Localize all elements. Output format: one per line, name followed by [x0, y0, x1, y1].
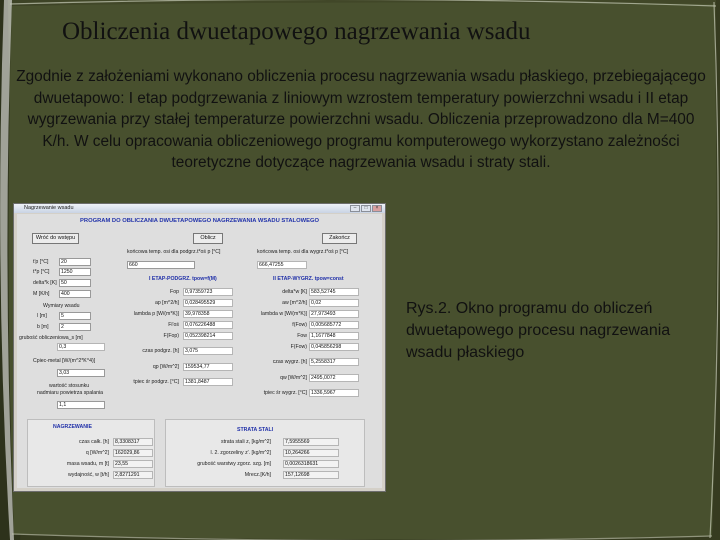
stage1-row-label: qp [W/m^2]	[152, 364, 179, 370]
cpiec-input[interactable]: 3,03	[57, 369, 105, 377]
ratio-label-2: nadmiaru powietrza spalania	[37, 390, 104, 396]
heating-row-value: 162029,86	[113, 449, 153, 457]
cpiec-label: Cpiec-metal [W/(m^2*K^4)]	[33, 358, 96, 364]
end-temp-soaking-value: 666,47255	[257, 261, 307, 269]
stage1-row-label: czas podgrz. [h]	[142, 348, 179, 354]
losses-header: STRATA STALI	[237, 427, 274, 433]
stage1-row-value: 3,075	[183, 347, 233, 355]
length-label: l [m]	[37, 313, 47, 319]
stage2-row-label: tpiec śr wygrz. [°C]	[263, 390, 307, 396]
heating-row-label: masa wsadu, m [t]	[66, 461, 109, 467]
dimensions-label: Wymiary wsadu	[43, 303, 80, 309]
thickness-label: grubość obliczeniowa_s [m]	[19, 335, 83, 341]
length-input[interactable]: 5	[59, 312, 91, 320]
close-program-button[interactable]: Zakończ	[322, 233, 357, 244]
input-field[interactable]: 20	[59, 258, 91, 266]
stage2-row-value: 1336,5967	[309, 389, 359, 397]
width-label: b [m]	[37, 324, 49, 330]
stage1-header: I ETAP-PODGRZ. tpow=f(M)	[149, 276, 217, 282]
losses-row-value: 7,5955569	[283, 438, 339, 446]
window-title: Nagrzewanie wsadu	[24, 205, 74, 211]
heating-row-label: q [W/m^2]	[85, 450, 109, 456]
end-temp-heating-label: końcowa temp. osi dla podgrz.t*oś p [°C]	[127, 249, 221, 255]
stage1-row-label: Fop	[170, 289, 179, 295]
stage1-row-value: 39,978358	[183, 310, 233, 318]
stage1-row-label: tpiec śr podgrz. [°C]	[133, 379, 179, 385]
heating-row-value: 2,8271291	[113, 471, 153, 479]
stage1-row-label: lambda p [W/(m*K)]	[133, 311, 179, 317]
program-title: PROGRAM DO OBLICZANIA DWUETAPOWEGO NAGRZEWANIA WSADU STALOWEGO	[80, 218, 319, 224]
ratio-label: wartość stosunku	[49, 383, 90, 389]
window-content	[17, 214, 382, 488]
stage2-row-value: 1,1677848	[309, 332, 359, 340]
losses-row-label: grubość warstwy zgorz. szg. [m]	[197, 461, 271, 467]
stage2-row-value: 27,973493	[309, 310, 359, 318]
calculate-button[interactable]: Oblicz	[193, 233, 223, 244]
stage1-row-value: 0,97359723	[183, 288, 233, 296]
stage2-row-label: aw [m^2/h]	[282, 300, 307, 306]
input-label: t'p [°C]	[33, 259, 49, 265]
thickness-value: 0,3	[57, 343, 105, 351]
stage2-row-label: czas wygrz. [h]	[272, 359, 307, 365]
losses-row-label: Mrecz.[K/h]	[244, 472, 271, 478]
end-temp-heating-input[interactable]: 660	[127, 261, 195, 269]
losses-row-value: 0,0026318631	[283, 460, 339, 468]
losses-row-label: l. 2. zgorzeliny z'. [kg/m^2]	[210, 450, 271, 456]
close-icon[interactable]: ×	[372, 205, 382, 212]
window-titlebar[interactable]	[14, 204, 385, 213]
heating-row-value: 8,3308317	[113, 438, 153, 446]
stage1-row-value: 159534,77	[183, 363, 233, 371]
stage2-row-label: Fow	[297, 333, 307, 339]
stage2-row-label: delta*w [K]	[282, 289, 307, 295]
stage1-row-label: ap [m^2/h]	[154, 300, 179, 306]
end-temp-soaking-label: końcowa temp. osi dla wygrz.t*oś p [°C]	[257, 249, 349, 255]
heating-row-label: czas całk. [h]	[79, 439, 109, 445]
stage2-row-value: 0,005685772	[309, 321, 359, 329]
stage2-row-label: qw [W/m^2]	[280, 375, 307, 381]
width-input[interactable]: 2	[59, 323, 91, 331]
stage2-header: II ETAP-WYGRZ. tpow=const	[273, 276, 344, 282]
heating-header: NAGRZEWANIE	[53, 424, 92, 430]
stage1-row-label: Fi'oś	[168, 322, 179, 328]
input-field[interactable]: 1250	[59, 268, 91, 276]
input-field[interactable]: 400	[59, 290, 91, 298]
stage2-row-value: 0,045856298	[309, 343, 359, 351]
stage1-row-value: 0,028495529	[183, 299, 233, 307]
stage1-row-value: 1381,8487	[183, 378, 233, 386]
air-ratio-input[interactable]: 1,1	[57, 401, 105, 409]
stage2-row-value: 5,2558317	[309, 358, 359, 366]
stage1-row-label: F(Fop)	[163, 333, 179, 339]
stage1-row-value: 0,052398214	[183, 332, 233, 340]
input-label: t*p [°C]	[33, 269, 50, 275]
input-field[interactable]: 50	[59, 279, 91, 287]
losses-row-value: 157,12698	[283, 471, 339, 479]
stage2-row-value: 583,52745	[309, 288, 359, 296]
heating-row-value: 23,55	[113, 460, 153, 468]
slide-title: Obliczenia dwuetapowego nagrzewania wsadu	[62, 18, 531, 45]
stage2-row-label: F(Fow)	[290, 344, 307, 350]
figure-caption: Rys.2. Okno programu do obliczeń dwuetapowego procesu nagrzewania wsadu płaskiego	[406, 300, 671, 361]
losses-row-label: strata stali z, [kg/m^2]	[220, 439, 271, 445]
stage2-row-value: 2495,0072	[309, 374, 359, 382]
stage2-row-label: lambda w [W/(m*K)]	[260, 311, 307, 317]
program-window	[13, 203, 386, 492]
heating-row-label: wydajność, w [t/h]	[68, 472, 109, 478]
back-button[interactable]: Wróć do wstępu	[32, 233, 79, 244]
stage2-row-label: f(Fow)	[292, 322, 307, 328]
input-label: M [K/h]	[33, 291, 50, 297]
maximize-icon[interactable]: □	[361, 205, 371, 212]
stage2-row-value: 0,02	[309, 299, 359, 307]
losses-row-value: 10,264266	[283, 449, 339, 457]
stage1-row-value: 0,076226488	[183, 321, 233, 329]
input-label: delta*k [K]	[33, 280, 57, 286]
intro-text: Zgodnie z założeniami wykonano obliczenia procesu nagrzewania wsadu płaskiego, przebiegającego dwuetapowo: I etap podgrzewania z liniowym wzrostem temperatury powierzchni wsadu i II etap wygrzewania przy stałej temperaturze powierzchni wsadu. Obliczenia przeprowadzono dla M=400 K/h. W celu opracowania obliczeniowego programu komputerowego wykorzystano zależności teoretyczne dotyczące nagrzewania wsadu i straty stali.	[16, 68, 706, 171]
minimize-icon[interactable]: –	[350, 205, 360, 212]
